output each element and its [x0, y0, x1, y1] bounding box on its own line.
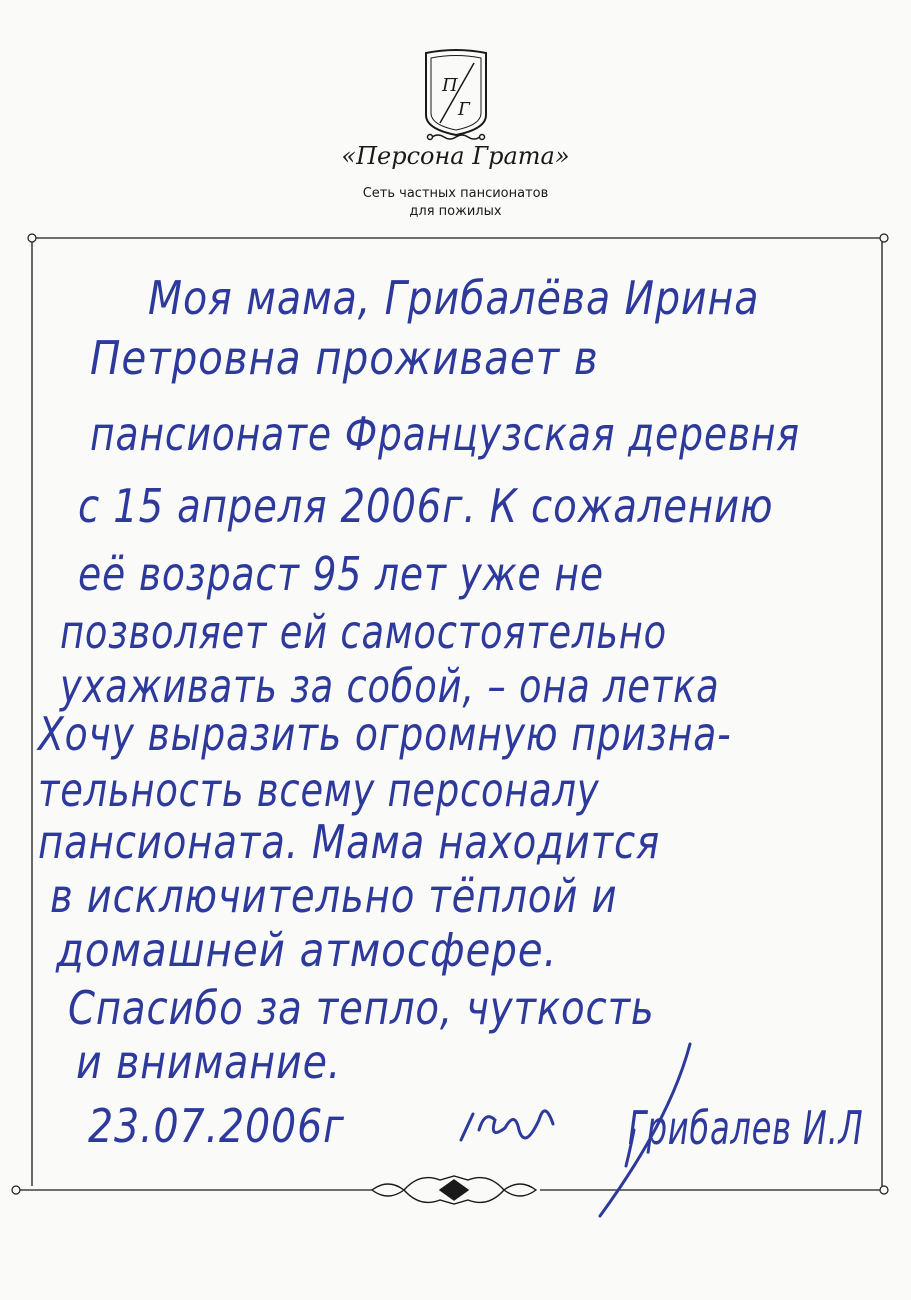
letter-line: позволяет ей самостоятельно — [60, 605, 667, 659]
letter-line: Хочу выразить огромную призна- — [38, 707, 732, 761]
letter-line: тельность всему персоналу — [38, 763, 600, 817]
brand-name: «Персона Грата» — [341, 142, 570, 170]
letter-line: в исключительно тёплой и — [50, 869, 618, 923]
letter-line: Моя мама, Грибалёва Ирина — [148, 271, 760, 325]
letter-line: пансионате Французская деревня — [90, 407, 800, 461]
letter-line: пансионата. Мама находится — [38, 815, 661, 869]
svg-text:Г: Г — [458, 99, 470, 120]
svg-text:П: П — [442, 75, 458, 96]
letter-line: её возраст 95 лет уже не — [78, 547, 604, 601]
brand-subtitle-line2: для пожилых — [409, 204, 502, 219]
letter-line: домашней атмосфере. — [56, 923, 558, 977]
signature-stroke-icon — [560, 1040, 700, 1220]
brand-subtitle-line1: Сеть частных пансионатов — [362, 186, 549, 201]
letter-line: Спасибо за тепло, чуткость — [68, 981, 655, 1035]
letter-line: ухаживать за собой, – она летка — [60, 659, 720, 713]
letter-line: и внимание. — [76, 1035, 342, 1089]
ornament-icon — [372, 1176, 536, 1204]
letter-date: 23.07.2006г — [88, 1099, 345, 1153]
letter-line: с 15 апреля 2006г. К сожалению — [78, 479, 774, 533]
letter-line: Петровна проживает в — [90, 331, 599, 385]
signature-name: Грибалев И.Л — [628, 1101, 864, 1155]
